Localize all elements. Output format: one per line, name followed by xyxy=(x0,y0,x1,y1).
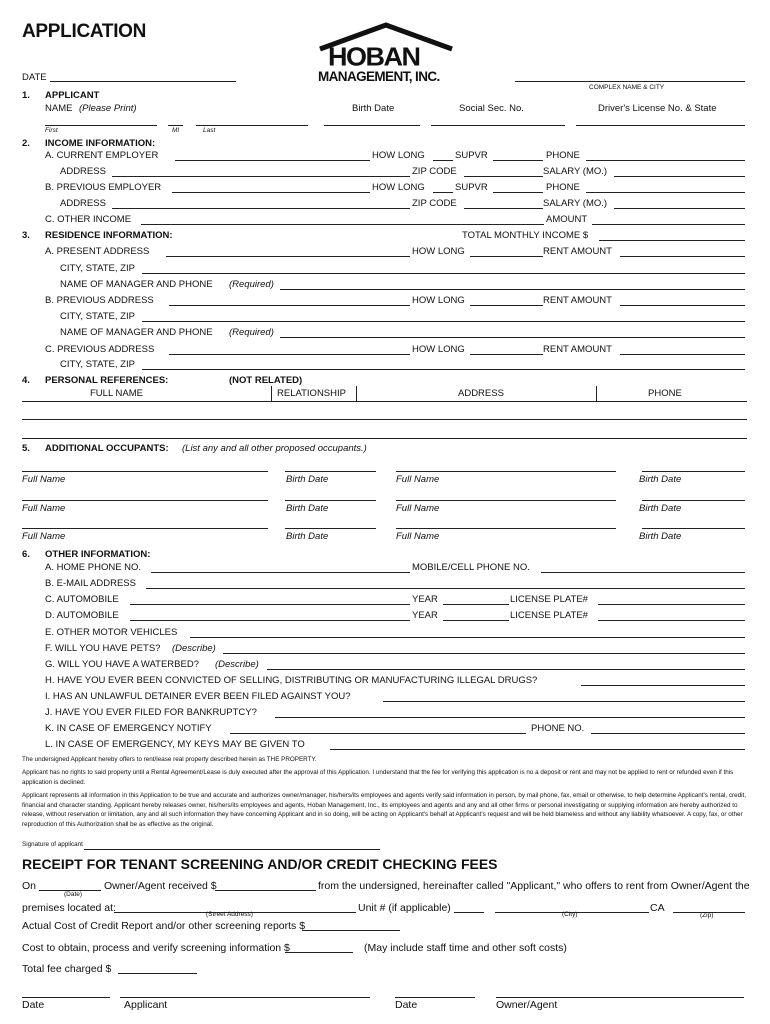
screening-cost-field[interactable] xyxy=(285,952,353,953)
screening-cost-label: Cost to obtain, process and verify screening information $ xyxy=(22,942,290,954)
previous-employer-field[interactable] xyxy=(172,192,370,193)
previous-address-field[interactable] xyxy=(169,354,410,355)
legal-paragraph: Applicant represents all information in this Application to be true and accurate and authorizes owner/manager, his/hers/its employees and agents verify said information in person, by mail phone, fax, email or otherwise, to help determine Applicant's rental, credit, financial and character standing. Applicant hereby releases owner, his/hers/its employees and agents, Hoban Management, Inc., its employees and agents and any and all other firms or personal investigating or supplying information are hereby authorized to release, without reservation or limitation, any and all such information they have concerning Applicant and in so doing, will be acting on Applicant's behalf at Applicant's request and will be held blameless and without any liability whatsoever. A copy, fax, or other reproduction of this Authorization shall be as effective as the original. xyxy=(22,792,746,828)
how-long-label: HOW LONG xyxy=(412,295,465,306)
total-fee-field[interactable] xyxy=(118,973,197,974)
date-field[interactable] xyxy=(50,81,236,82)
address-field[interactable] xyxy=(112,176,410,177)
section-number: 6. xyxy=(22,549,30,560)
emergency-notify-field[interactable] xyxy=(230,733,526,734)
section-title: APPLICANT xyxy=(45,90,100,101)
salary-field[interactable] xyxy=(614,208,745,209)
how-long-field[interactable] xyxy=(433,160,453,161)
last-name-field[interactable] xyxy=(196,125,308,126)
email-field[interactable] xyxy=(146,588,745,589)
mobile-phone-field[interactable] xyxy=(541,572,745,573)
automobile-label: D. AUTOMOBILE xyxy=(45,610,119,621)
present-address-label: A. PRESENT ADDRESS xyxy=(45,246,150,257)
section-note: (List any and all other proposed occupants.) xyxy=(182,443,367,454)
unit-field[interactable] xyxy=(454,912,484,913)
section-title: OTHER INFORMATION: xyxy=(45,549,151,560)
occupant-birth-field[interactable] xyxy=(642,528,745,529)
city-state-zip-field[interactable] xyxy=(142,273,745,274)
email-label: B. E-MAIL ADDRESS xyxy=(45,578,136,589)
manager-label: NAME OF MANAGER AND PHONE xyxy=(60,279,213,290)
last-label: Last xyxy=(203,127,216,134)
mobile-phone-label: MOBILE/CELL PHONE NO. xyxy=(412,562,530,573)
city-state-zip-label: CITY, STATE, ZIP xyxy=(60,359,135,370)
occupant-name-field[interactable] xyxy=(22,471,268,472)
state-label: CA xyxy=(650,902,665,914)
salary-label: SALARY (MO.) xyxy=(543,166,608,177)
occupant-birth-field[interactable] xyxy=(285,528,376,529)
other-vehicles-label: E. OTHER MOTOR VEHICLES xyxy=(45,627,178,638)
full-name-label: Full Name xyxy=(396,503,440,514)
birth-date-label: Birth Date xyxy=(286,531,329,542)
total-income-field[interactable] xyxy=(599,240,745,241)
year-field[interactable] xyxy=(443,604,509,605)
column-header: ADDRESS xyxy=(458,388,504,399)
amount-label: AMOUNT xyxy=(546,214,588,225)
phone-label: PHONE xyxy=(546,182,580,193)
year-field[interactable] xyxy=(443,620,509,621)
phone-label: PHONE xyxy=(546,150,580,161)
other-income-label: C. OTHER INCOME xyxy=(45,214,132,225)
ssn-label: Social Sec. No. xyxy=(459,103,524,114)
how-long-field[interactable] xyxy=(470,256,543,257)
supvr-field[interactable] xyxy=(493,192,543,193)
rent-amount-field[interactable] xyxy=(620,305,745,306)
rent-amount-field[interactable] xyxy=(620,354,745,355)
actual-cost-label: Actual Cost of Credit Report and/or other screening reports $ xyxy=(22,920,306,932)
zip-code-field[interactable] xyxy=(464,176,543,177)
owner-signature-field[interactable] xyxy=(496,997,744,998)
total-income-label: TOTAL MONTHLY INCOME $ xyxy=(462,230,589,241)
logo-text: HOBAN xyxy=(328,42,420,72)
license-plate-label: LICENSE PLATE# xyxy=(510,594,588,605)
screening-cost-note: (May include staff time and other soft costs) xyxy=(364,942,567,954)
other-income-field[interactable] xyxy=(141,224,544,225)
occupant-birth-field[interactable] xyxy=(642,471,745,472)
supvr-field[interactable] xyxy=(493,160,543,161)
city-hint: (City) xyxy=(562,911,578,918)
name-label: NAME xyxy=(45,103,73,114)
applicant-date-field[interactable] xyxy=(22,997,110,998)
column-divider xyxy=(356,386,357,401)
page-title: APPLICATION xyxy=(22,21,147,42)
salary-field[interactable] xyxy=(614,176,745,177)
birth-date-label: Birth Date xyxy=(639,503,682,514)
column-divider xyxy=(596,386,597,401)
occupant-name-field[interactable] xyxy=(22,500,268,501)
bankruptcy-field[interactable] xyxy=(275,717,745,718)
receipt-title: RECEIPT FOR TENANT SCREENING AND/OR CREDIT CHECKING FEES xyxy=(22,856,498,872)
signature-label: Signature of applicant xyxy=(22,841,83,848)
complex-field[interactable] xyxy=(515,81,745,82)
other-vehicles-field[interactable] xyxy=(190,637,745,638)
salary-label: SALARY (MO.) xyxy=(543,198,608,209)
table-divider xyxy=(22,401,747,402)
emergency-notify-label: K. IN CASE OF EMERGENCY NOTIFY xyxy=(45,723,212,734)
section-title: PERSONAL REFERENCES: xyxy=(45,375,169,386)
applicant-label: Applicant xyxy=(124,999,168,1011)
zip-code-label: ZIP CODE xyxy=(412,198,457,209)
zip-code-label: ZIP CODE xyxy=(412,166,457,177)
date-label: Date xyxy=(22,999,45,1011)
home-phone-field[interactable] xyxy=(151,572,410,573)
previous-address-label: B. PREVIOUS ADDRESS xyxy=(45,295,154,306)
reference-row-field[interactable] xyxy=(22,438,747,439)
rent-amount-label: RENT AMOUNT xyxy=(543,344,612,355)
rent-amount-label: RENT AMOUNT xyxy=(543,246,612,257)
from-label: from the undersigned, hereinafter called "Applicant," who offers to rent from Owner/Agent the xyxy=(318,880,750,892)
license-plate-field[interactable] xyxy=(598,604,745,605)
full-name-label: Full Name xyxy=(22,474,66,485)
emergency-phone-label: PHONE NO. xyxy=(531,723,585,734)
complex-label: COMPLEX NAME & CITY xyxy=(589,84,665,91)
signature-field[interactable] xyxy=(84,849,380,850)
zip-code-field[interactable] xyxy=(464,208,543,209)
full-name-label: Full Name xyxy=(396,531,440,542)
reference-row-field[interactable] xyxy=(22,419,747,420)
section-title: RESIDENCE INFORMATION: xyxy=(45,230,173,241)
automobile-field[interactable] xyxy=(130,620,410,621)
convicted-field[interactable] xyxy=(581,685,745,686)
section-number: 1. xyxy=(22,90,30,101)
total-fee-label: Total fee charged $ xyxy=(22,963,112,975)
how-long-label: HOW LONG xyxy=(412,246,465,257)
drivers-license-label: Driver's License No. & State xyxy=(598,103,717,114)
occupant-name-field[interactable] xyxy=(22,528,268,529)
required-hint: (Required) xyxy=(229,279,274,290)
city-state-zip-label: CITY, STATE, ZIP xyxy=(60,263,135,274)
manager-field[interactable] xyxy=(280,337,745,338)
city-state-zip-field[interactable] xyxy=(142,321,745,322)
city-state-zip-label: CITY, STATE, ZIP xyxy=(60,311,135,322)
section-number: 5. xyxy=(22,443,30,454)
birth-date-label: Birth Date xyxy=(286,503,329,514)
supvr-label: SUPVR xyxy=(455,150,488,161)
license-plate-field[interactable] xyxy=(598,620,745,621)
column-header: PHONE xyxy=(648,388,682,399)
occupant-birth-field[interactable] xyxy=(285,500,376,501)
section-number: 4. xyxy=(22,375,30,386)
section-number: 3. xyxy=(22,230,30,241)
how-long-label: HOW LONG xyxy=(372,150,425,161)
phone-field[interactable] xyxy=(586,192,745,193)
current-employer-label: A. CURRENT EMPLOYER xyxy=(45,150,159,161)
birth-date-label: Birth Date xyxy=(639,474,682,485)
rent-amount-label: RENT AMOUNT xyxy=(543,295,612,306)
birth-date-label: Birth Date xyxy=(639,531,682,542)
previous-address-field[interactable] xyxy=(169,305,410,306)
logo-subtext: MANAGEMENT, INC. xyxy=(318,69,440,84)
how-long-label: HOW LONG xyxy=(412,344,465,355)
current-employer-field[interactable] xyxy=(175,160,370,161)
how-long-field[interactable] xyxy=(470,354,543,355)
waterbed-hint: (Describe) xyxy=(215,659,259,670)
occupant-name-field[interactable] xyxy=(396,471,616,472)
address-label: ADDRESS xyxy=(60,166,106,177)
date-hint: (Date) xyxy=(64,891,83,898)
first-name-field[interactable] xyxy=(45,125,157,126)
pets-field[interactable] xyxy=(223,653,745,654)
mi-field[interactable] xyxy=(168,125,183,126)
how-long-label: HOW LONG xyxy=(372,182,425,193)
pets-hint: (Describe) xyxy=(172,643,216,654)
drivers-license-field[interactable] xyxy=(576,125,745,126)
first-label: First xyxy=(45,127,58,134)
legal-paragraph: The undersigned Applicant hereby offers to rent/lease real property described herein as THE PROPERTY. xyxy=(22,756,317,763)
zip-hint: (Zip) xyxy=(700,912,714,919)
unlawful-detainer-field[interactable] xyxy=(383,701,745,702)
previous-address-label: C. PREVIOUS ADDRESS xyxy=(45,344,155,355)
column-header: RELATIONSHIP xyxy=(277,388,346,399)
license-plate-label: LICENSE PLATE# xyxy=(510,610,588,621)
phone-field[interactable] xyxy=(586,160,745,161)
keys-field[interactable] xyxy=(330,749,745,750)
convicted-label: H. HAVE YOU EVER BEEN CONVICTED OF SELLING, DISTRIBUTING OR MANUFACTURING ILLEGAL DRUGS? xyxy=(45,675,538,686)
mi-label: MI xyxy=(172,127,180,134)
birth-date-field[interactable] xyxy=(324,125,420,126)
occupant-name-field[interactable] xyxy=(396,528,616,529)
manager-label: NAME OF MANAGER AND PHONE xyxy=(60,327,213,338)
received-amount-field[interactable] xyxy=(215,890,316,891)
how-long-field[interactable] xyxy=(470,305,543,306)
full-name-label: Full Name xyxy=(22,503,66,514)
occupant-birth-field[interactable] xyxy=(642,500,745,501)
ssn-field[interactable] xyxy=(431,125,565,126)
section-title: INCOME INFORMATION: xyxy=(45,138,156,149)
waterbed-label: G. WILL YOU HAVE A WATERBED? xyxy=(45,659,199,670)
emergency-phone-field[interactable] xyxy=(591,733,745,734)
full-name-label: Full Name xyxy=(22,531,66,542)
section-number: 2. xyxy=(22,138,30,149)
actual-cost-field[interactable] xyxy=(302,930,400,931)
street-address-hint: (Street Address) xyxy=(206,911,253,918)
year-label: YEAR xyxy=(412,594,438,605)
owner-date-field[interactable] xyxy=(395,997,475,998)
column-header: FULL NAME xyxy=(90,388,143,399)
section-title: ADDITIONAL OCCUPANTS: xyxy=(45,443,169,454)
birth-date-label: Birth Date xyxy=(286,474,329,485)
manager-field[interactable] xyxy=(280,289,745,290)
how-long-field[interactable] xyxy=(433,192,453,193)
column-divider xyxy=(271,386,272,401)
legal-paragraph: Applicant has no rights to said property until a Rental Agreement/Lease is duly executed after the approval of this Application. I understand that the fee for verifying this application is no a deposit or rent and may not be applied to rent or refunded even if this application is declined. xyxy=(22,769,734,786)
required-hint: (Required) xyxy=(229,327,274,338)
city-state-zip-field[interactable] xyxy=(142,369,745,370)
automobile-field[interactable] xyxy=(130,604,410,605)
received-label: Owner/Agent received $ xyxy=(104,880,217,892)
address-label: ADDRESS xyxy=(60,198,106,209)
full-name-label: Full Name xyxy=(396,474,440,485)
name-hint: (Please Print) xyxy=(79,103,137,114)
company-logo xyxy=(318,22,456,86)
section-note: (NOT RELATED) xyxy=(229,375,303,386)
home-phone-label: A. HOME PHONE NO. xyxy=(45,562,142,573)
automobile-label: C. AUTOMOBILE xyxy=(45,594,119,605)
previous-employer-label: B. PREVIOUS EMPLOYER xyxy=(45,182,162,193)
unit-label: Unit # (if applicable) xyxy=(358,902,451,914)
waterbed-field[interactable] xyxy=(267,669,745,670)
occupant-name-field[interactable] xyxy=(396,500,616,501)
premises-label: premises located at: xyxy=(22,902,116,914)
on-label: On xyxy=(22,880,37,892)
occupant-birth-field[interactable] xyxy=(285,471,376,472)
applicant-signature-field[interactable] xyxy=(120,997,370,998)
rent-amount-field[interactable] xyxy=(620,256,745,257)
keys-label: L. IN CASE OF EMERGENCY, MY KEYS MAY BE GIVEN TO xyxy=(45,739,305,750)
unlawful-detainer-label: I. HAS AN UNLAWFUL DETAINER EVER BEEN FILED AGAINST YOU? xyxy=(45,691,351,702)
address-field[interactable] xyxy=(112,208,410,209)
amount-field[interactable] xyxy=(592,224,745,225)
bankruptcy-label: J. HAVE YOU EVER FILED FOR BANKRUPTCY? xyxy=(45,707,257,718)
owner-agent-label: Owner/Agent xyxy=(496,999,558,1011)
supvr-label: SUPVR xyxy=(455,182,488,193)
date-label: Date xyxy=(395,999,418,1011)
year-label: YEAR xyxy=(412,610,438,621)
birth-date-label: Birth Date xyxy=(352,103,395,114)
pets-label: F. WILL YOU HAVE PETS? xyxy=(45,643,161,654)
present-address-field[interactable] xyxy=(166,256,410,257)
date-label: DATE xyxy=(22,72,47,83)
